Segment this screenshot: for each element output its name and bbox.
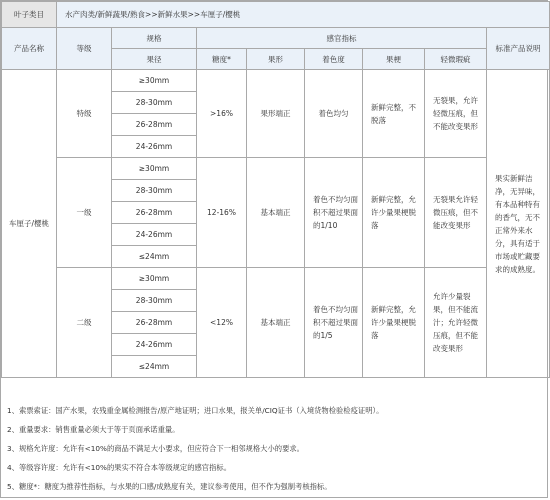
header-sugar: 糖度*	[197, 49, 247, 70]
header-grade: 等级	[57, 28, 112, 70]
note-item: 4、等级容许度：允许有<10%的果实不符合本等级规定的感官指标。	[7, 463, 231, 472]
header-shape: 果形	[247, 49, 305, 70]
standard-table	[1, 1, 550, 378]
size-cell: 24-26mm	[112, 136, 197, 158]
note-item: 5、糖度*：糖度为推荐性指标，与水果的口感/成熟度有关，建议参考使用，但不作为强制考核指标。	[7, 482, 332, 491]
stem-cell: 新鲜完整，不脱落	[363, 70, 425, 158]
size-cell: 26-28mm	[112, 312, 197, 334]
header-spec: 规格	[112, 28, 197, 49]
shape-cell: 果形端正	[247, 70, 305, 158]
size-cell: ≤24mm	[112, 356, 197, 378]
category-label: 叶子类目	[2, 2, 57, 28]
notes-section	[7, 401, 543, 496]
header-product-name: 产品名称	[2, 28, 57, 70]
header-defect: 轻微瑕疵	[425, 49, 487, 70]
note-item: 3、规格允许度：允许有<10%的商品不满足大小要求，但应符合下一相邻规格大小的要求。	[7, 444, 304, 453]
category-path: 水产肉类/新鲜蔬果/熟食>>新鲜水果>>车厘子/樱桃	[57, 2, 550, 28]
stem-cell: 新鲜完整，允许少量果梗脱落	[363, 268, 425, 378]
color-cell: 着色均匀	[305, 70, 363, 158]
note-item: 2、重量要求：销售重量必须大于等于页面承诺重量。	[7, 425, 180, 434]
shape-cell: 基本端正	[247, 268, 305, 378]
shape-cell: 基本端正	[247, 158, 305, 268]
grade-name: 二级	[57, 268, 112, 378]
defect-cell: 允许少量裂果，但不能流汁；允许轻微压痕，但不能改变果形	[425, 268, 487, 378]
standard-desc-cell: 果实新鲜洁净，无异味，有本品种特有的香气，无不正常外来水分，具有适于市场或贮藏要求的成熟度。	[487, 70, 550, 378]
size-cell: ≥30mm	[112, 158, 197, 180]
grade-name: 特级	[57, 70, 112, 158]
header-color: 着色度	[305, 49, 363, 70]
sugar-cell: >16%	[197, 70, 247, 158]
size-cell: ≤24mm	[112, 246, 197, 268]
product-name-cell: 车厘子/樱桃	[2, 70, 57, 378]
defect-cell: 无裂果，允许轻微压痕，但不能改变果形	[425, 70, 487, 158]
size-cell: 28-30mm	[112, 290, 197, 312]
sugar-cell: 12-16%	[197, 158, 247, 268]
size-cell: ≥30mm	[112, 268, 197, 290]
size-cell: 26-28mm	[112, 114, 197, 136]
header-stem: 果梗	[363, 49, 425, 70]
size-cell: 26-28mm	[112, 202, 197, 224]
color-cell: 着色不均匀面积不超过果面的1/10	[305, 158, 363, 268]
size-cell: 24-26mm	[112, 334, 197, 356]
color-cell: 着色不均匀面积不超过果面的1/5	[305, 268, 363, 378]
header-standard-desc: 标准产品说明	[487, 28, 550, 70]
stem-cell: 新鲜完整，允许少量果梗脱落	[363, 158, 425, 268]
header-diameter: 果径	[112, 49, 197, 70]
grade-name: 一级	[57, 158, 112, 268]
size-cell: 28-30mm	[112, 180, 197, 202]
size-cell: ≥30mm	[112, 70, 197, 92]
header-sensory: 感官指标	[197, 28, 487, 49]
size-cell: 24-26mm	[112, 224, 197, 246]
defect-cell: 无裂果允许轻微压痕，但不能改变果形	[425, 158, 487, 268]
note-item: 1、索票索证：国产水果，农残重金属检测报告/原产地证明；进口水果，报关单/CIQ证书（入境货物检验检疫证明）。	[7, 406, 384, 415]
sugar-cell: <12%	[197, 268, 247, 378]
size-cell: 28-30mm	[112, 92, 197, 114]
